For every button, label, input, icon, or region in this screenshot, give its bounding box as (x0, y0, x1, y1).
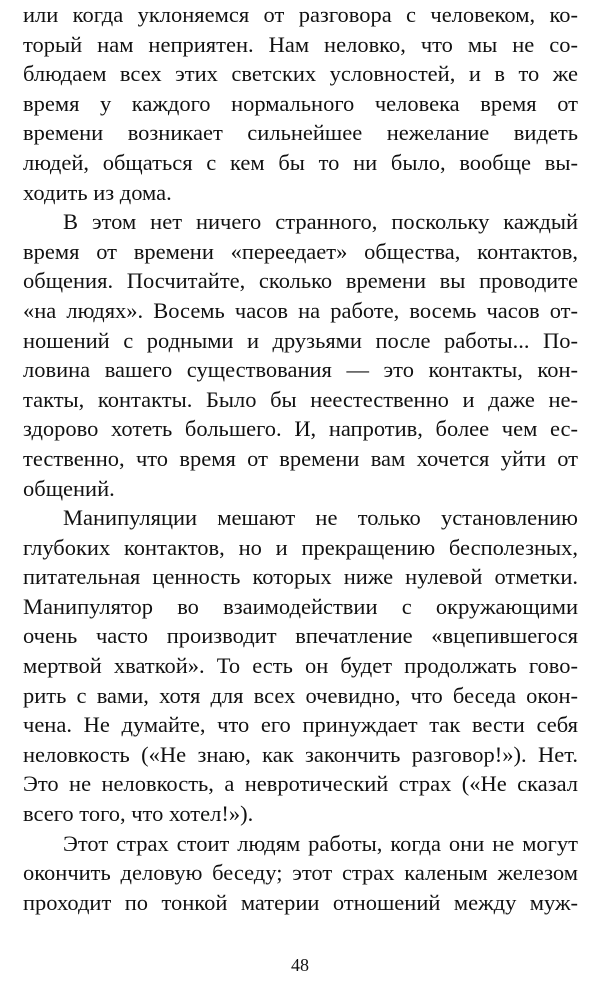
text-line: очень часто производит впечатление «вцепившегося (23, 623, 578, 649)
text-line: время от времени «переедает» общества, контактов, (23, 238, 578, 264)
page-body (23, 0, 578, 917)
text-line: проходит по тонкой материи отношений между муж- (23, 889, 578, 915)
text-line: глубоких контактов, но и прекращению бесполезных, (23, 534, 578, 560)
text-line: тественно, что время от времени вам хочется уйти от (23, 445, 578, 471)
text-line: «на людях». Восемь часов на работе, восемь часов от- (23, 297, 578, 323)
paragraph (23, 0, 578, 207)
text-line: Это не неловкость, а невротический страх («Не сказал (23, 771, 578, 797)
text-line: ходить из дома. (23, 179, 172, 205)
text-line: ношений с родными и друзьями после работы... По- (23, 327, 578, 353)
text-line: неловкость («Не знаю, как закончить разговор!»). Нет. (23, 741, 578, 767)
text-line: торый нам неприятен. Нам неловко, что мы не со- (23, 31, 578, 57)
text-line: Манипулятор во взаимодействии с окружающими (23, 593, 578, 619)
text-line: время у каждого нормального человека время от (23, 90, 578, 116)
text-line: общений. (23, 475, 115, 501)
text-line: или когда уклоняемся от разговора с человеком, ко- (23, 2, 578, 27)
text-line: питательная ценность которых ниже нулевой отметки. (23, 564, 578, 590)
text-line: чена. Не думайте, что его принуждает так вести себя (23, 712, 578, 738)
page-number: 48 (291, 955, 309, 975)
paragraph (23, 829, 578, 918)
text-line: мертвой хваткой». То есть он будет продолжать гово- (23, 653, 578, 679)
paragraph (23, 207, 578, 503)
text-line: Манипуляции мешают не только установлению (63, 505, 578, 531)
text-line: ловина вашего существования — это контакты, кон- (23, 357, 578, 383)
text-line: всего того, что хотел!»). (23, 801, 254, 827)
text-line: В этом нет ничего странного, поскольку каждый (63, 209, 578, 235)
text-line: здорово хотеть большего. И, напротив, более чем ес- (23, 416, 578, 442)
text-line: времени возникает сильнейшее нежелание видеть (23, 120, 578, 146)
text-line: окончить деловую беседу; этот страх каленым железом (23, 860, 578, 886)
text-line: такты, контакты. Было бы неестественно и даже не- (23, 386, 578, 412)
text-line: людей, общаться с кем бы то ни было, вообще вы- (23, 149, 578, 175)
text-line: Этот страх стоит людям работы, когда они не могут (63, 830, 578, 856)
text-line: блюдаем всех этих светских условностей, и в то же (23, 61, 578, 87)
text-line: общения. Посчитайте, сколько времени вы проводите (23, 268, 578, 294)
text-line: рить с вами, хотя для всех очевидно, что беседа окон- (23, 682, 578, 708)
paragraph (23, 503, 578, 829)
